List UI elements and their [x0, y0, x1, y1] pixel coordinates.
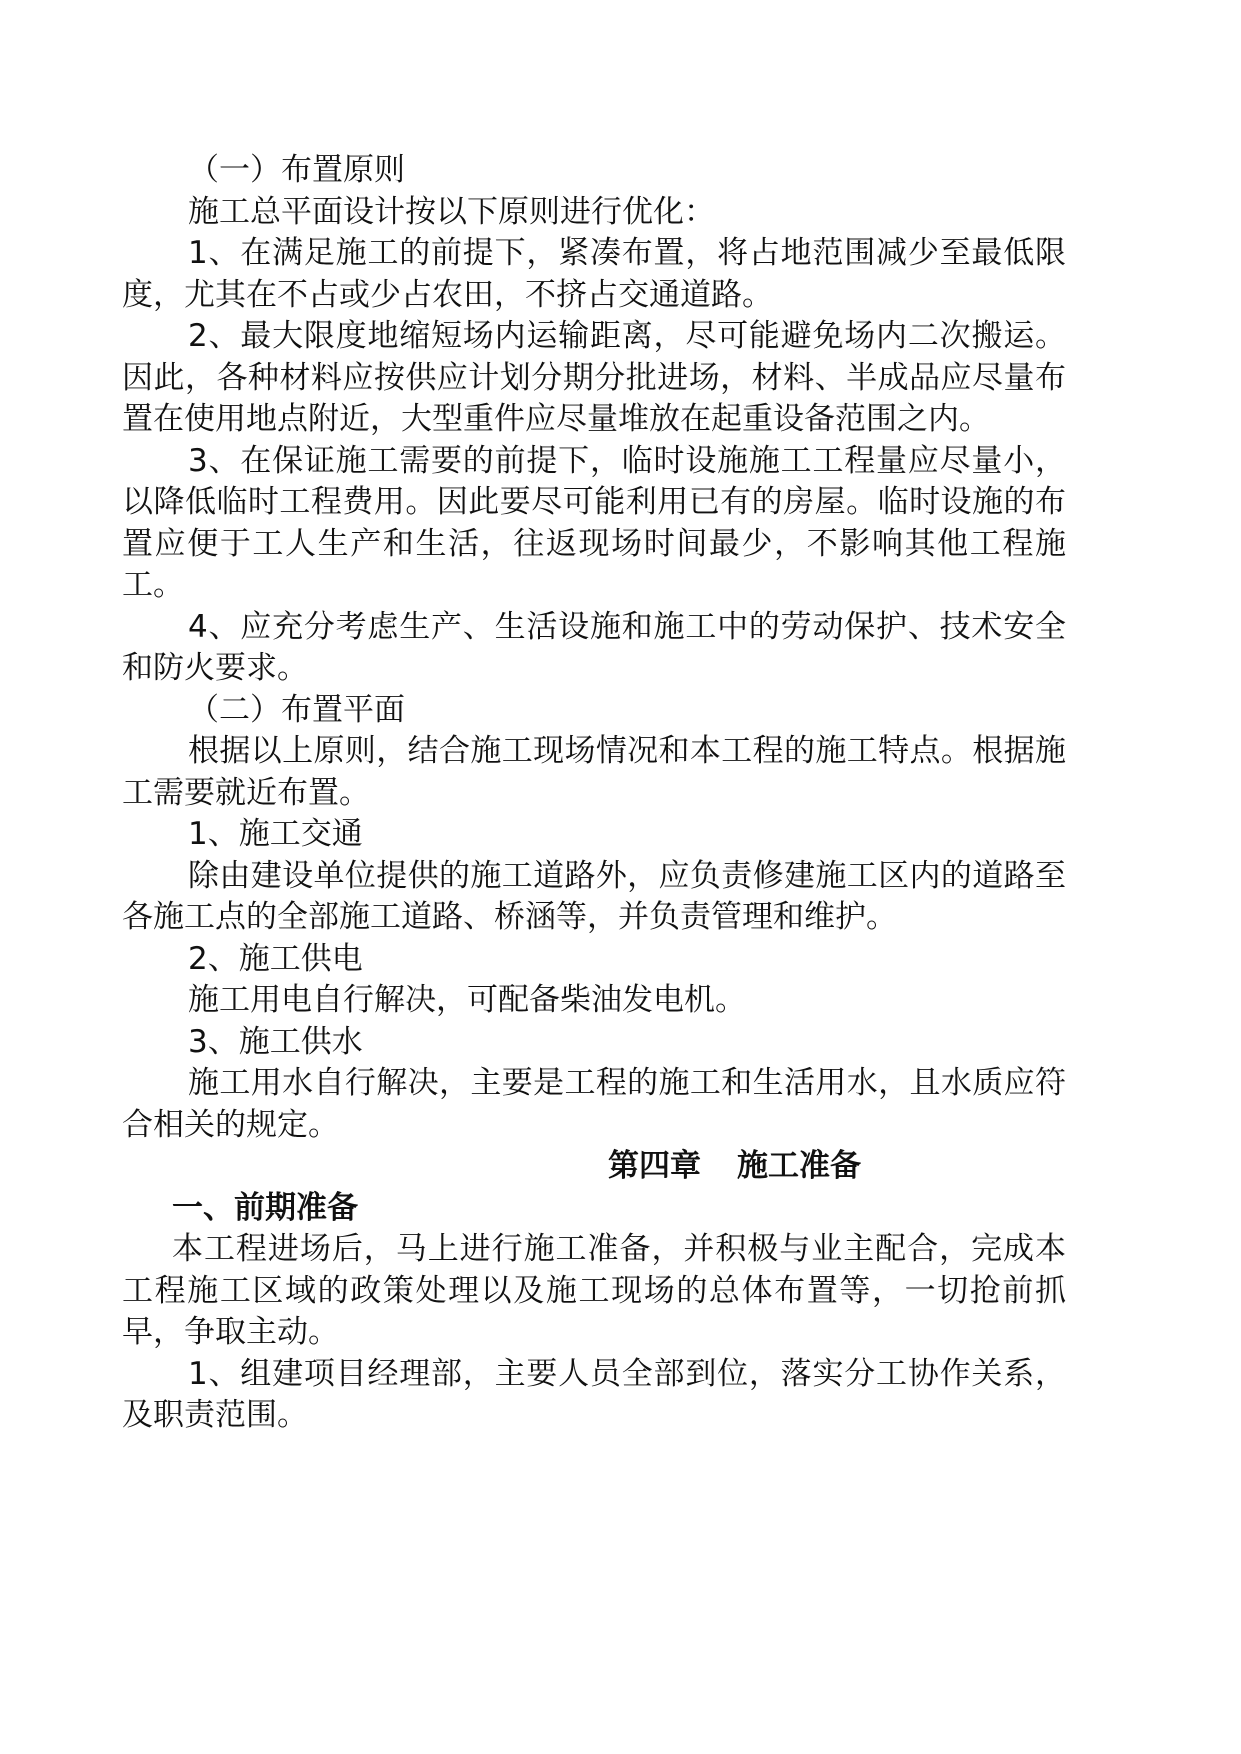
- document-body: [122, 150, 1066, 1437]
- paragraph-intro: 施工总平面设计按以下原则进行优化：: [188, 193, 715, 230]
- paragraph-power-supply: 施工用电自行解决，可配备柴油发电机。: [188, 982, 746, 1018]
- paragraph-principle-2: 2、最大限度地缩短场内运输距离，尽可能避免场内二次搬运。因此，各种材料应按供应计划分期分批进场，材料、半成品应尽量布置在使用地点附近，大型重件应尽量堆放在起重设备范围之内。: [122, 318, 1066, 437]
- chapter-heading: [122, 1146, 1066, 1188]
- paragraph-principle-1: 1、在满足施工的前提下，紧凑布置，将占地范围减少至最低限度，尤其在不占或少占农田，不挤占交通道路。: [122, 235, 1066, 313]
- paragraph-water-supply: 施工用水自行解决，主要是工程的施工和生活用水，且水质应符合相关的规定。: [122, 1065, 1066, 1143]
- paragraph-plan-intro: 根据以上原则，结合施工现场情况和本工程的施工特点。根据施工需要就近布置。: [122, 733, 1066, 811]
- heading-power-supply: 2、施工供电: [188, 940, 363, 977]
- paragraph-principle-3: 3、在保证施工需要的前提下，临时设施施工工程量应尽量小，以降低临时工程费用。因此要尽可能利用已有的房屋。临时设施的布置应便于工人生产和生活，往返现场时间最少，不影响其他工程施工。: [122, 442, 1066, 603]
- paragraph-preparation: 本工程进场后，马上进行施工准备，并积极与业主配合，完成本工程施工区域的政策处理以及施工现场的总体布置等，一切抢前抓早，争取主动。: [122, 1231, 1066, 1350]
- heading-construction-traffic: 1、施工交通: [188, 816, 363, 852]
- heading-layout-principles: （一）布置原则: [188, 152, 405, 188]
- heading-water-supply: 3、施工供水: [188, 1023, 363, 1060]
- chapter-title: 施工准备: [737, 1148, 861, 1184]
- heading-layout-plan: （二）布置平面: [188, 691, 405, 728]
- chapter-number: 第四章: [608, 1148, 701, 1184]
- paragraph-preparation-1: 1、组建项目经理部，主要人员全部到位，落实分工协作关系，及职责范围。: [122, 1355, 1066, 1433]
- paragraph-construction-traffic: 除由建设单位提供的施工道路外，应负责修建施工区内的道路至各施工点的全部施工道路、桥涵等，并负责管理和维护。: [122, 857, 1066, 935]
- paragraph-principle-4: 4、应充分考虑生产、生活设施和施工中的劳动保护、技术安全和防火要求。: [122, 608, 1066, 686]
- section-heading: 一、前期准备: [172, 1189, 358, 1226]
